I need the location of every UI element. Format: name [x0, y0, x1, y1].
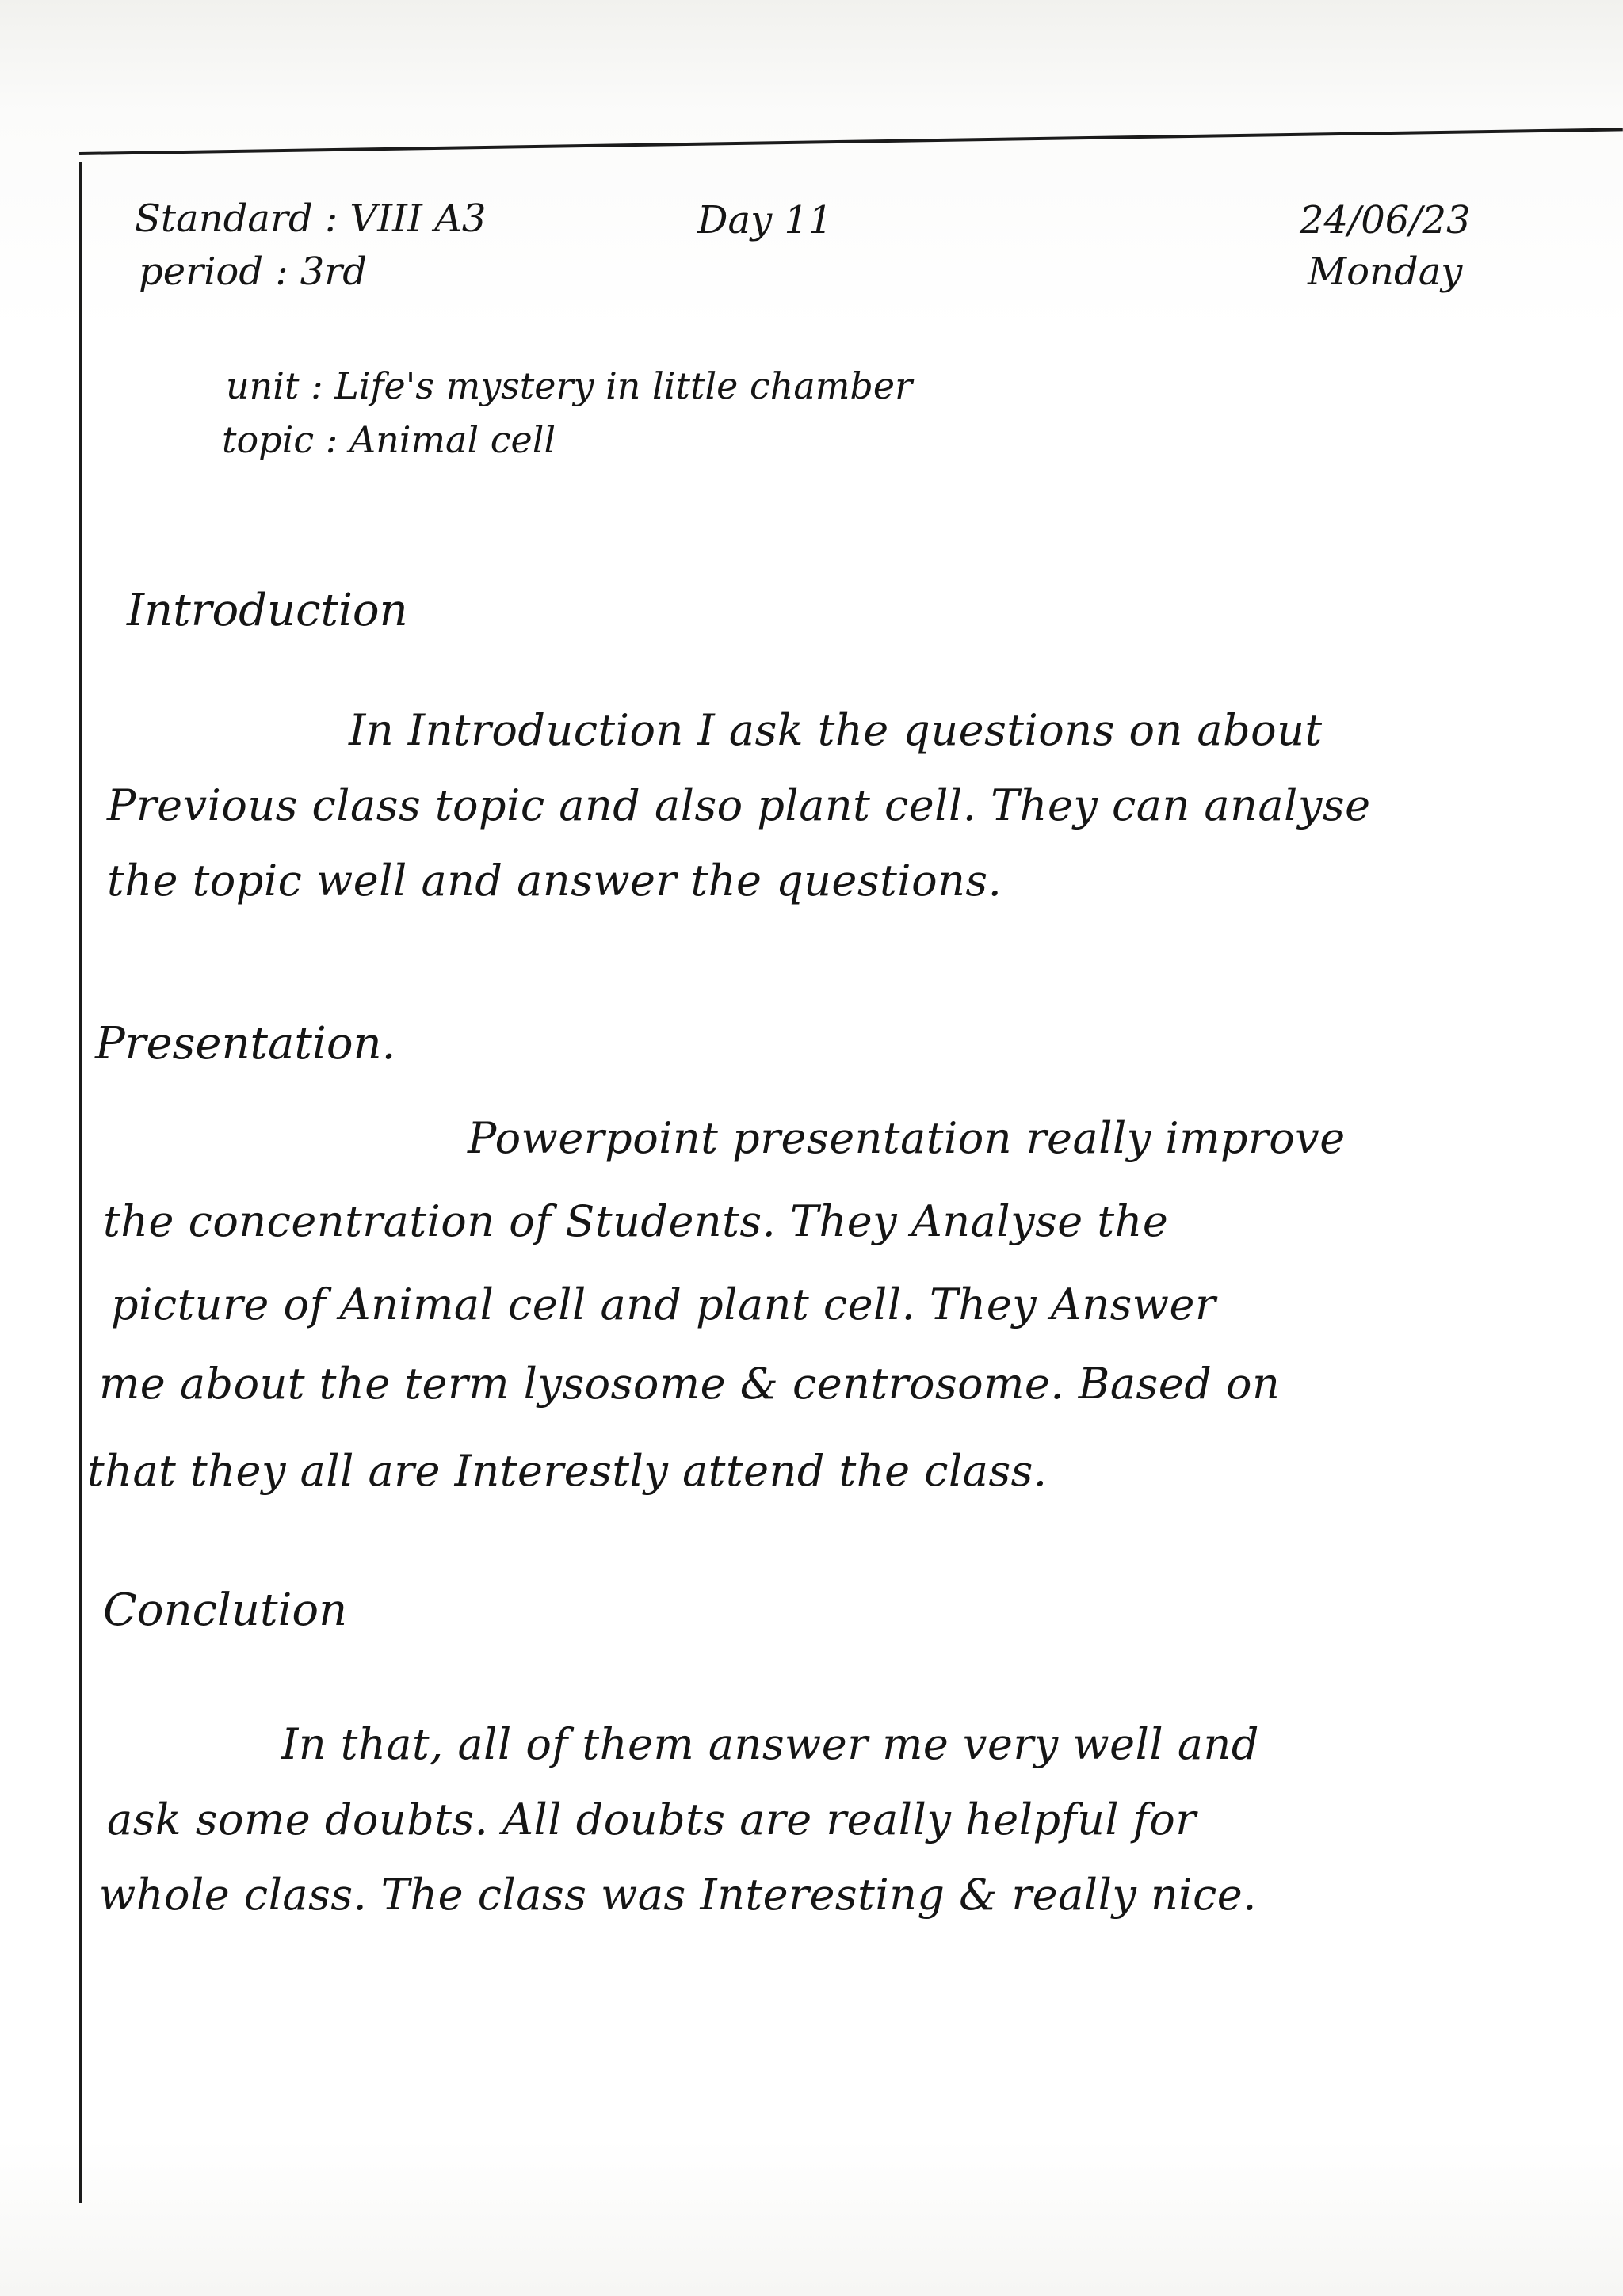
weekday-label: Monday — [1308, 250, 1463, 294]
presentation-line: the concentration of Students. They Analyse the — [103, 1196, 1169, 1246]
introduction-line: Previous class topic and also plant cell. They can analyse — [107, 780, 1371, 830]
standard-label: Standard : VIII A3 — [135, 196, 487, 241]
topic-label: topic : Animal cell — [222, 418, 556, 461]
top-margin-rule — [79, 128, 1623, 155]
left-margin-rule — [79, 162, 82, 2203]
conclusion-heading: Conclution — [103, 1585, 348, 1636]
conclusion-line: whole class. The class was Interesting & really nice. — [99, 1870, 1257, 1920]
presentation-line: that they all are Interestly attend the class. — [87, 1446, 1048, 1496]
presentation-line: me about the term lysosome & centrosome. Based on — [99, 1359, 1281, 1409]
introduction-line: In Introduction I ask the questions on about — [349, 705, 1323, 755]
presentation-heading: Presentation. — [95, 1018, 396, 1070]
presentation-line: Powerpoint presentation really improve — [468, 1113, 1346, 1163]
presentation-line: picture of Animal cell and plant cell. They Answer — [111, 1280, 1216, 1329]
conclusion-line: ask some doubts. All doubts are really helpful for — [107, 1794, 1197, 1844]
introduction-heading: Introduction — [127, 585, 408, 636]
introduction-line: the topic well and answer the questions. — [107, 856, 1002, 906]
period-label: period : 3rd — [139, 250, 367, 294]
unit-label: unit : Life's mystery in little chamber — [226, 364, 913, 407]
date-label: 24/06/23 — [1300, 198, 1471, 242]
day-label: Day 11 — [697, 198, 833, 242]
conclusion-line: In that, all of them answer me very well and — [281, 1719, 1259, 1769]
